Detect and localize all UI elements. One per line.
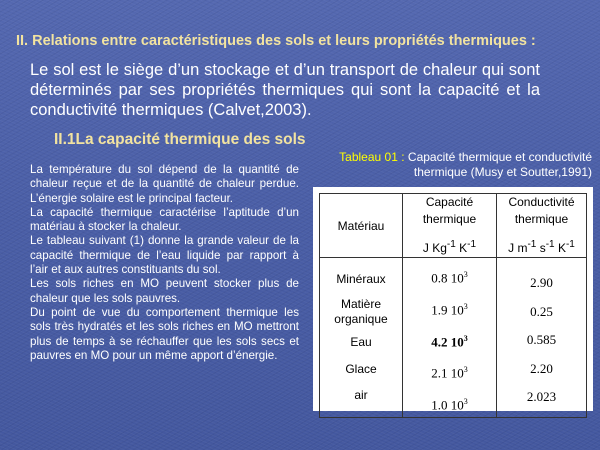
header-conductivity-label: Conductivité thermique — [508, 195, 575, 226]
header-capacity-label: Capacité thermique — [422, 195, 477, 226]
thermal-properties-table — [319, 193, 587, 418]
table-card — [313, 187, 593, 411]
header-conductivity — [497, 194, 587, 258]
intro-paragraph: Le sol est le siège d’un stockage et d’un transport de chaleur qui sont déterminés par ses propriétés thermiques qui sont la capacité et la conductivité thermiques (Calvet,2003). — [30, 61, 540, 119]
material-cell: Glace — [345, 361, 377, 376]
caption-text: Capacité thermique et conductivité thermique (Musy et Soutter,1991) — [404, 150, 592, 179]
conductivity-cell: 2.023 — [526, 389, 557, 405]
body-paragraph: Le tableau suivant (1) donne la grande valeur de la capacité thermique de l’eau liquide par rapport à l’air et aux autres constituants du sol. — [30, 234, 299, 277]
material-cell: Minéraux — [336, 271, 386, 286]
capacity-cell: 4.2 $10^3$ — [431, 333, 468, 349]
header-capacity — [403, 194, 497, 258]
header-conductivity-unit: J $m^{-1}$ $s^{-1}$ $K^{-1}$ — [508, 239, 575, 255]
material-cell: Matière organique — [334, 297, 388, 327]
capacity-cell: 2.1 $10^3$ — [431, 365, 468, 381]
table-body-row — [320, 258, 587, 418]
conductivity-cell: 2.20 — [530, 360, 553, 376]
body-paragraph: Du point de vue du comportement thermique les sols très hydratés et les sols riches en MO mettront plus de temps à se réchauffer que les sols secs et pauvres en MO pour un même apport d’énergie. — [30, 305, 299, 362]
conductivity-cell: 0.25 — [530, 303, 553, 319]
body-paragraph: La température du sol dépend de la quantité de chaleur reçue et de la quantité de chaleur perdue. L’énergie solaire est le principal facteur. — [30, 163, 299, 205]
material-cell: air — [354, 388, 368, 403]
conductivity-column — [497, 258, 587, 418]
table-caption — [304, 150, 592, 180]
conductivity-cell: 0.585 — [526, 332, 557, 348]
table-header-row — [320, 194, 587, 258]
capacity-cell: 1.9 $10^3$ — [431, 301, 468, 318]
header-capacity-unit: J $Kg^{-1}$ $K^{-1}$ — [422, 239, 477, 255]
capacity-cell: 0.8 $10^3$ — [431, 270, 468, 286]
material-cell: Eau — [350, 335, 372, 350]
subsection-title: II.1La capacité thermique des sols — [54, 131, 306, 148]
section-title: II. Relations entre caractéristiques des sols et leurs propriétés thermiques : — [16, 33, 536, 49]
caption-label: Tableau 01 : — [339, 150, 405, 164]
capacity-column — [403, 258, 497, 418]
material-column — [320, 258, 403, 418]
capacity-cell: 1.0 $10^3$ — [431, 397, 468, 413]
body-paragraph: Les sols riches en MO peuvent stocker plus de chaleur que les sols pauvres. — [30, 277, 299, 305]
body-paragraph: La capacité thermique caractérise l’aptitude d’un matériau à stocker la chaleur. — [30, 205, 299, 234]
body-text — [30, 163, 299, 363]
conductivity-cell: 2.90 — [530, 275, 553, 291]
header-material: Matériau — [320, 194, 403, 258]
